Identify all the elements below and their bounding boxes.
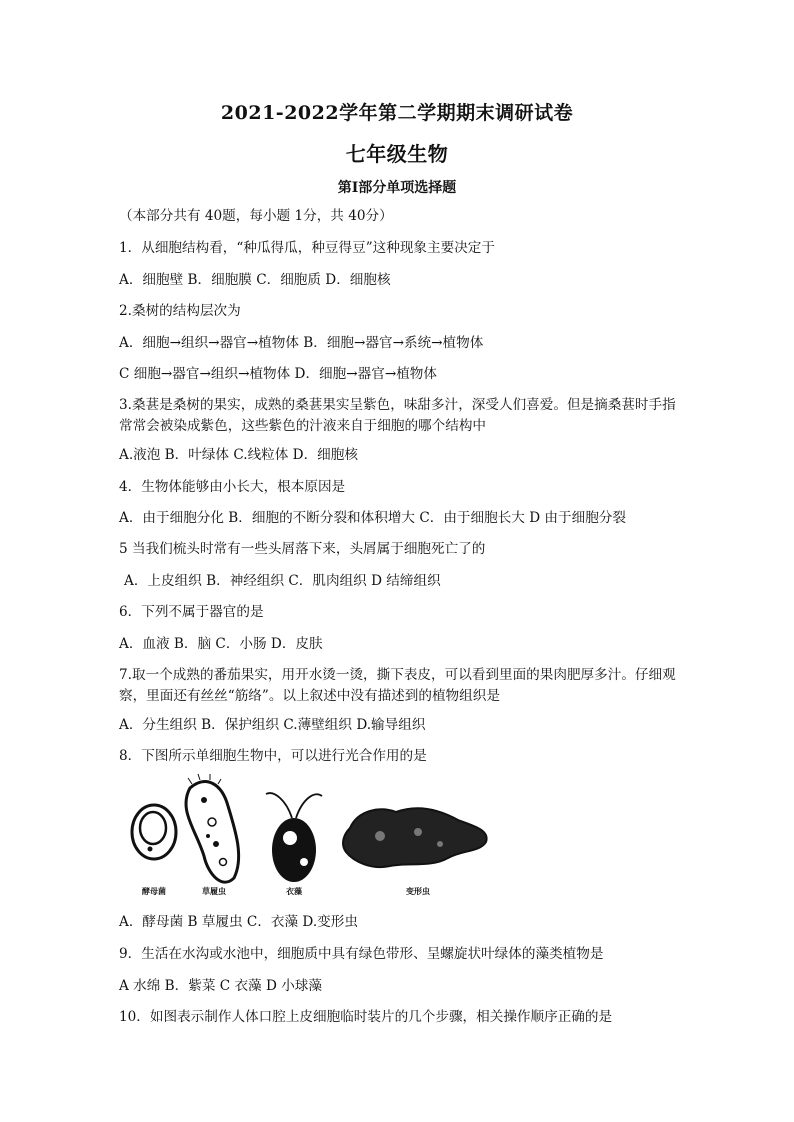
label-amoeba: 变形虫 [406, 887, 430, 896]
section-title: 第Ⅰ部分单项选择题 [337, 180, 457, 196]
question-10: 10．如图表示制作人体口腔上皮细胞临时装片的几个步骤，相关操作顺序正确的是 [119, 1009, 613, 1025]
yeast-drawing [132, 805, 176, 859]
question-8: 8．下图所示单细胞生物中，可以进行光合作用的是 [119, 748, 427, 764]
question-6-options: A．血液 B．脑 C．小肠 D．皮肤 [119, 636, 323, 652]
question-3-options: A.液泡 B．叶绿体 C.线粒体 D．细胞核 [119, 447, 358, 463]
chlamydomonas-drawing [266, 793, 322, 882]
question-5: 5 当我们梳头时常有一些头屑落下来，头屑属于细胞死亡了的 [119, 541, 486, 557]
question-4: 4．生物体能够由小长大，根本原因是 [119, 479, 346, 495]
single-cell-organisms-figure [118, 770, 498, 900]
question-2-options-1: A．细胞→组织→器官→植物体 B．细胞→器官→系统→植物体 [119, 335, 484, 351]
label-chlamydomonas: 衣藻 [286, 887, 302, 896]
question-1: 1．从细胞结构看，“种瓜得瓜，种豆得豆”这种现象主要决定于 [119, 240, 495, 256]
subject-title: 七年级生物 [345, 142, 449, 166]
question-1-options: A．细胞壁 B．细胞膜 C．细胞质 D．细胞核 [119, 272, 391, 288]
paramecium-drawing [186, 774, 239, 882]
question-7: 7.取一个成熟的番茄果实，用开水烫一烫，撕下表皮，可以看到里面的果肉肥厚多汁。仔细观察，里面还有丝丝“筋络”。以上叙述中没有描述到的植物组织是 [119, 667, 676, 704]
question-2-options-2: C 细胞→器官→组织→植物体 D．细胞→器官→植物体 [119, 366, 437, 382]
question-9: 9．生活在水沟或水池中，细胞质中具有绿色带形、呈螺旋状叶绿体的藻类植物是 [119, 946, 604, 962]
question-2: 2.桑树的结构层次为 [119, 303, 241, 319]
question-6: 6．下列不属于器官的是 [119, 604, 264, 620]
amoeba-drawing [343, 808, 487, 867]
question-8-options: A．酵母菌 B 草履虫 C．衣藻 D.变形虫 [119, 914, 358, 930]
question-3: 3.桑葚是桑树的果实，成熟的桑葚果实呈紫色，味甜多汁，深受人们喜爱。但是摘桑葚时手指 常常会被染成紫色，这些紫色的汁液来自于细胞的哪个结构中 [119, 397, 676, 434]
label-paramecium: 草履虫 [202, 887, 226, 896]
question-4-options: A．由于细胞分化 B．细胞的不断分裂和体积增大 C．由于细胞长大 D 由于细胞分裂 [119, 510, 626, 526]
exam-title: 2021-2022学年第二学期期末调研试卷 [220, 102, 574, 124]
section-note: （本部分共有 40题，每小题 1分，共 40分） [119, 208, 393, 224]
question-7-options: A．分生组织 B．保护组织 C.薄壁组织 D.输导组织 [119, 717, 426, 733]
label-yeast: 酵母菌 [142, 887, 166, 896]
question-5-options: A．上皮组织 B．神经组织 C．肌肉组织 D 结缔组织 [124, 573, 441, 589]
question-9-options: A 水绵 B．紫菜 C 衣藻 D 小球藻 [119, 978, 322, 994]
organisms-illustration [118, 770, 498, 900]
